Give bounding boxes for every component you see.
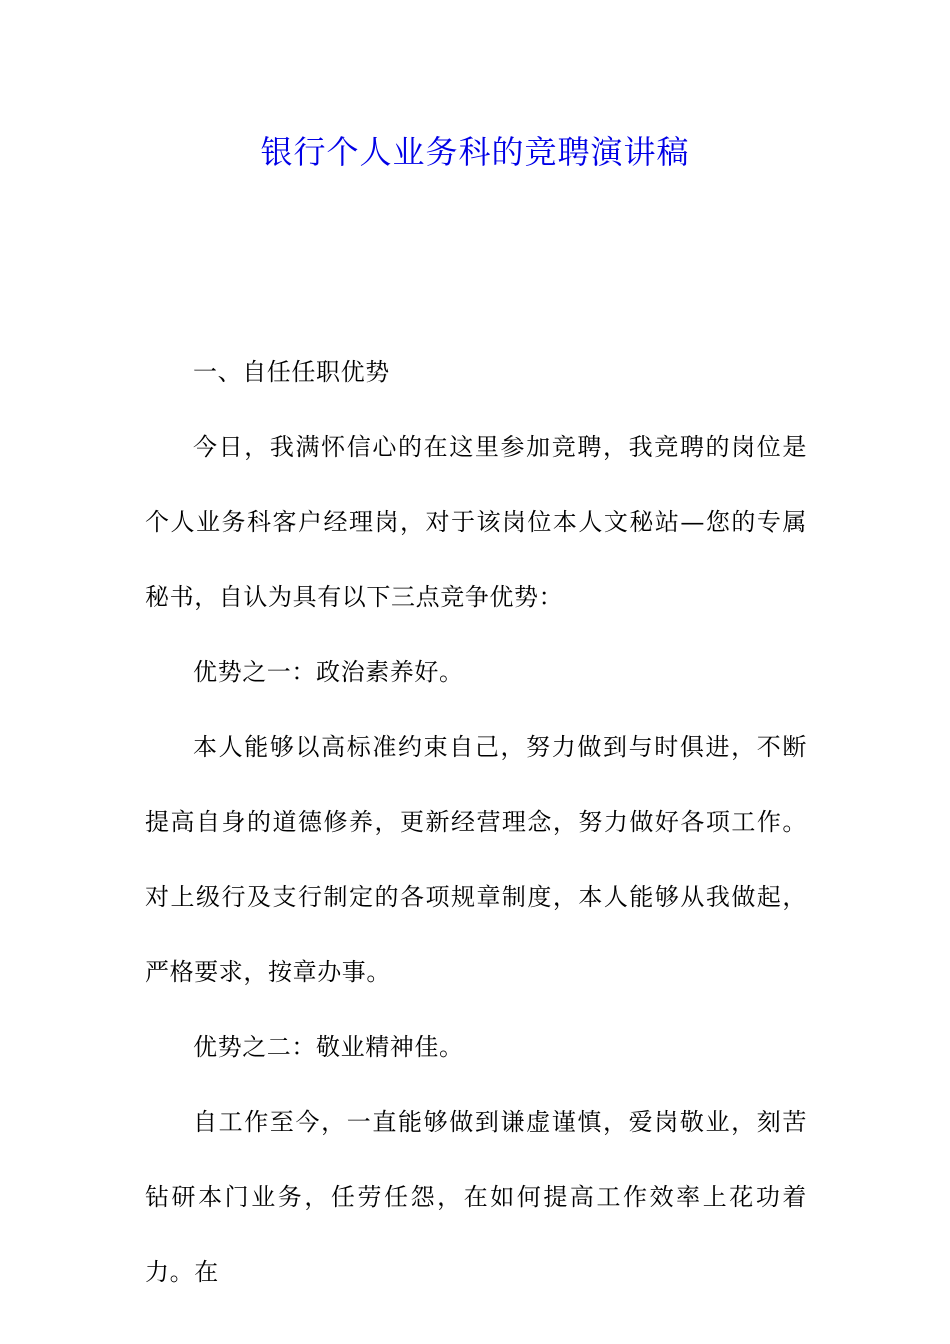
paragraph-advantage-two: 自工作至今，一直能够做到谦虚谨慎，爱岗敬业，刻苦钻研本门业务，任劳任怨，在如何提高工作效率上花功着力。在	[145, 1108, 807, 1286]
document-body	[145, 335, 807, 1310]
document-title: 银行个人业务科的竞聘演讲稿	[260, 133, 690, 171]
paragraph-advantage-one: 本人能够以高标准约束自己，努力做到与时俱进，不断提高自身的道德修养，更新经营理念，努力做好各项工作。对上级行及支行制定的各项规章制度，本人能够从我做起，严格要求，按章办事。	[145, 733, 807, 986]
advantage-one-heading: 优势之一：政治素养好。	[193, 658, 464, 686]
paragraph-intro: 今日，我满怀信心的在这里参加竞聘，我竞聘的岗位是个人业务科客户经理岗，对于该岗位本人文秘站—您的专属秘书，自认为具有以下三点竞争优势：	[145, 433, 807, 611]
advantage-two-heading: 优势之二：敬业精神佳。	[193, 1033, 464, 1061]
section-heading: 一、自任任职优势	[193, 358, 390, 386]
